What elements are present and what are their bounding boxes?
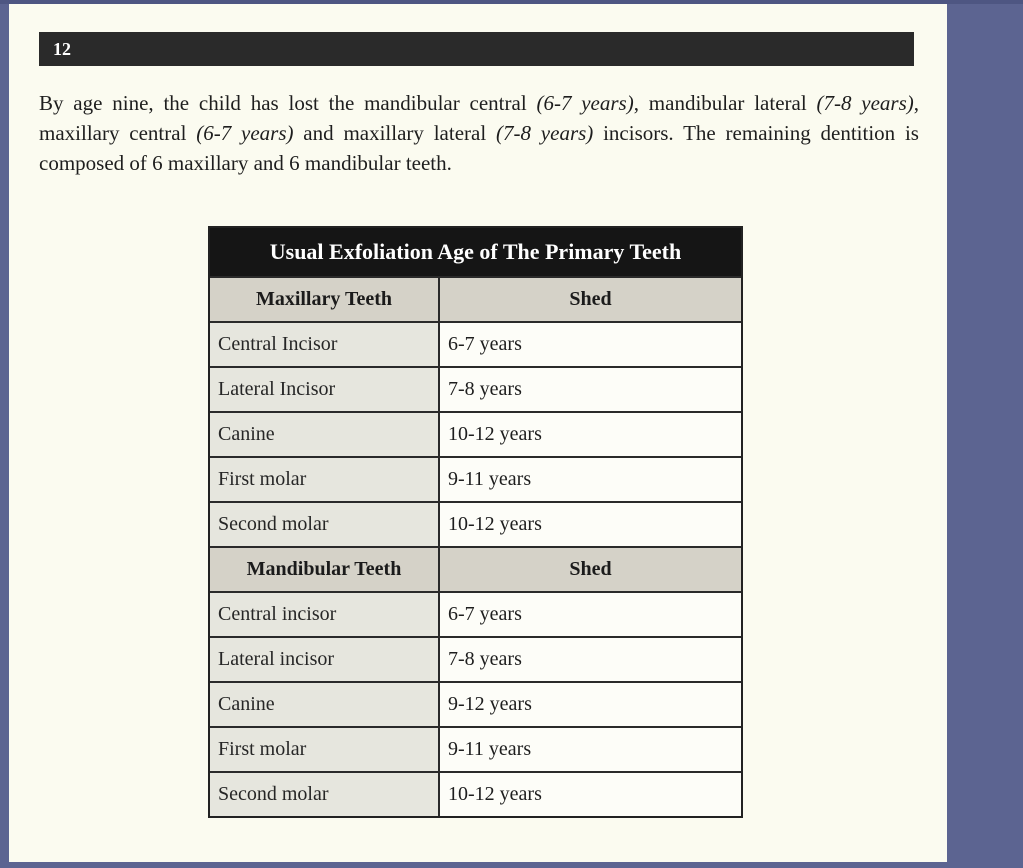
shed-cell: 6-7 years	[440, 593, 741, 636]
table-row	[210, 366, 741, 411]
mandibular-header-row	[210, 546, 741, 591]
intro-text-3: , maxillary central	[39, 91, 920, 145]
document-page	[9, 4, 947, 862]
shed-cell: 10-12 years	[440, 413, 741, 456]
page-number: 12	[53, 39, 71, 59]
tooth-cell: Lateral incisor	[210, 638, 440, 681]
intro-paragraph	[39, 88, 919, 178]
shed-cell: 10-12 years	[440, 503, 741, 546]
tooth-cell: Canine	[210, 683, 440, 726]
mandibular-header: Mandibular Teeth	[210, 548, 440, 591]
maxillary-shed-header: Shed	[440, 278, 741, 321]
tooth-cell: Second molar	[210, 503, 440, 546]
intro-text-4: and maxillary lateral	[293, 121, 496, 145]
table-row	[210, 681, 741, 726]
intro-italic-1: (6-7 years)	[536, 91, 634, 115]
tooth-cell: Canine	[210, 413, 440, 456]
shed-cell: 9-11 years	[440, 728, 741, 771]
shed-cell: 6-7 years	[440, 323, 741, 366]
intro-italic-2: (7-8 years)	[816, 91, 914, 115]
shed-cell: 7-8 years	[440, 638, 741, 681]
shed-cell: 9-11 years	[440, 458, 741, 501]
table-row	[210, 771, 741, 816]
intro-italic-3: (6-7 years)	[196, 121, 294, 145]
intro-text-5: incisors. The remaining dentition is composed of 6 maxillary and 6 mandibular teeth.	[39, 121, 919, 175]
table-row	[210, 591, 741, 636]
shed-cell: 7-8 years	[440, 368, 741, 411]
table-row	[210, 456, 741, 501]
tooth-cell: Central Incisor	[210, 323, 440, 366]
intro-text-2: , mandibular lateral	[633, 91, 817, 115]
maxillary-header: Maxillary Teeth	[210, 278, 440, 321]
tooth-cell: Lateral Incisor	[210, 368, 440, 411]
shed-cell: 10-12 years	[440, 773, 741, 816]
tooth-cell: Central incisor	[210, 593, 440, 636]
intro-text-1: By age nine, the child has lost the mandibular central	[39, 91, 537, 115]
mandibular-shed-header: Shed	[440, 548, 741, 591]
tooth-cell: Second molar	[210, 773, 440, 816]
table-row	[210, 636, 741, 681]
exfoliation-table	[208, 226, 743, 818]
table-row	[210, 411, 741, 456]
page-header-bar	[39, 32, 914, 66]
table-row	[210, 726, 741, 771]
table-row	[210, 501, 741, 546]
shed-cell: 9-12 years	[440, 683, 741, 726]
maxillary-header-row	[210, 276, 741, 321]
tooth-cell: First molar	[210, 728, 440, 771]
table-row	[210, 321, 741, 366]
table-title: Usual Exfoliation Age of The Primary Teeth	[210, 228, 741, 276]
intro-italic-4: (7-8 years)	[496, 121, 594, 145]
tooth-cell: First molar	[210, 458, 440, 501]
